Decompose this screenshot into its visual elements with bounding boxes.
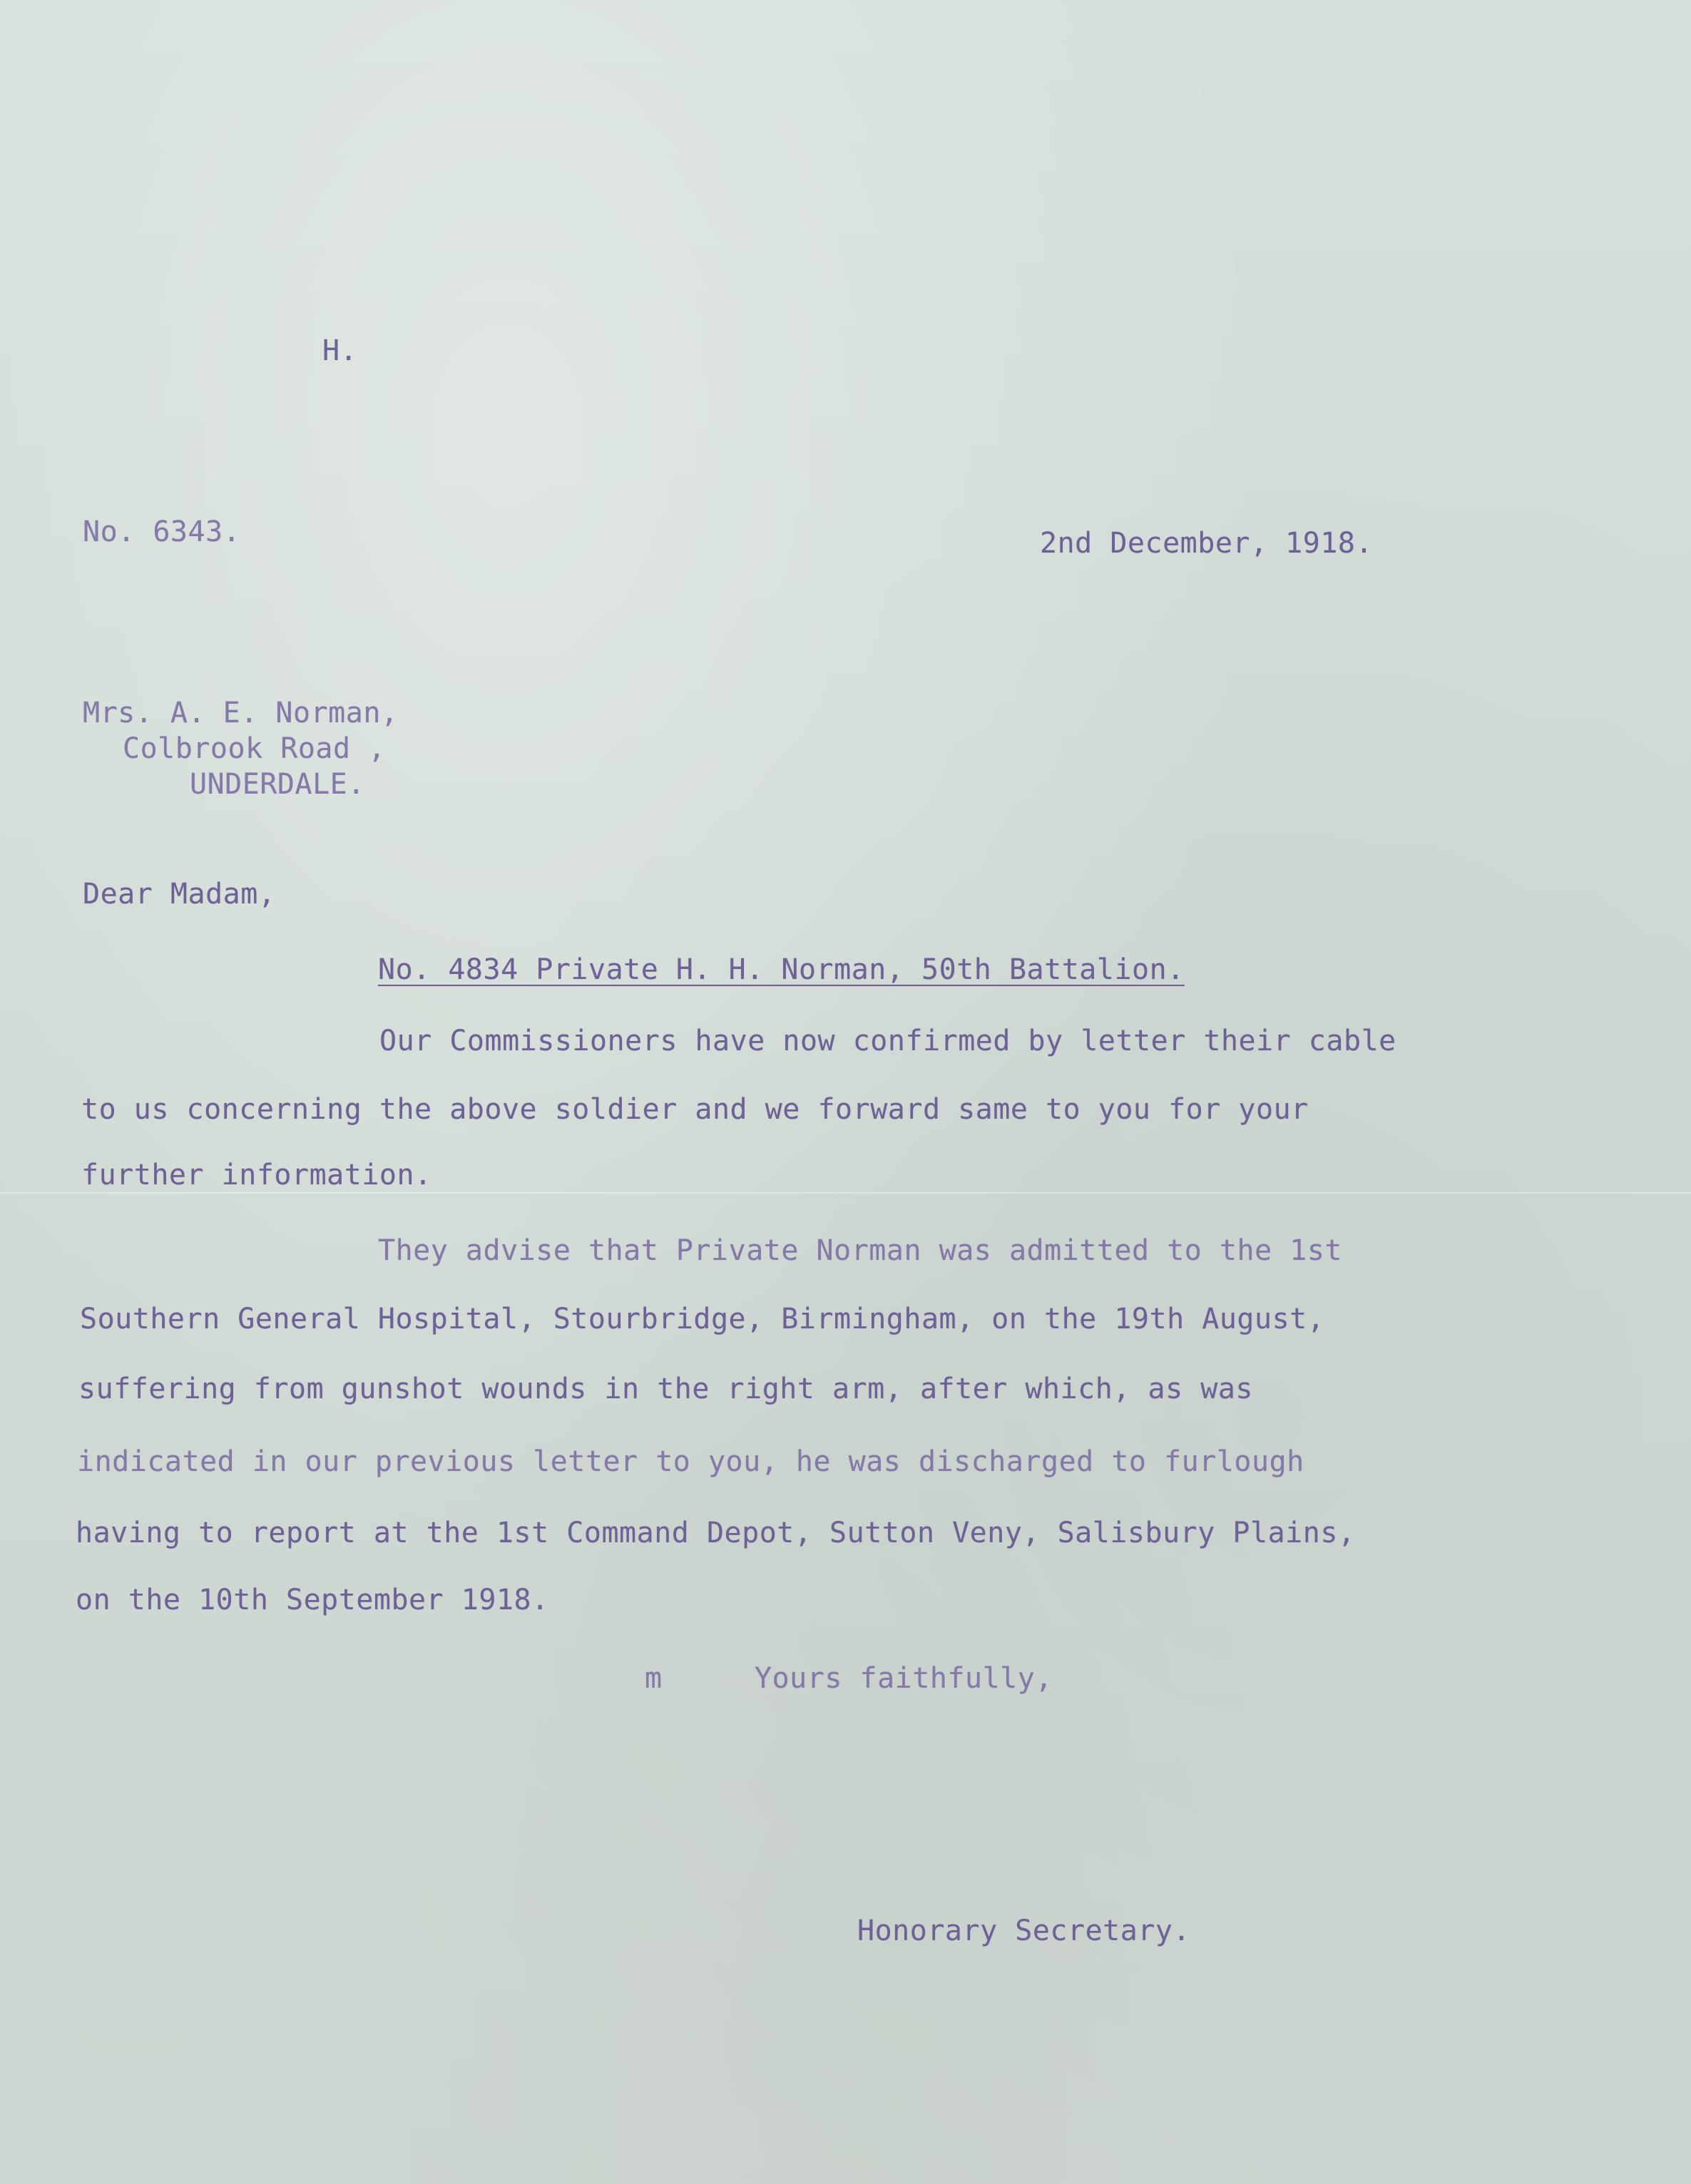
letter-date: 2nd December, 1918.	[1040, 527, 1374, 560]
paragraph-1-line-2: to us concerning the above soldier and we forward same to you for your	[81, 1093, 1309, 1126]
paragraph-1-line-3: further information.	[81, 1159, 432, 1191]
typist-initial: m	[645, 1662, 663, 1695]
paragraph-2-line-2: Southern General Hospital, Stourbridge, Birmingham, on the 19th August,	[80, 1303, 1325, 1335]
address-line-town: UNDERDALE.	[190, 768, 365, 801]
paragraph-1-line-1: Our Commissioners have now confirmed by letter their cable	[379, 1025, 1396, 1057]
paragraph-2-line-4: indicated in our previous letter to you, he was discharged to furlough	[77, 1445, 1304, 1478]
closing: Yours faithfully,	[755, 1662, 1053, 1695]
reference-number: No. 6343.	[83, 516, 241, 548]
paragraph-2-line-5: having to report at the 1st Command Depot, Sutton Veny, Salisbury Plains,	[76, 1517, 1356, 1549]
address-line-name: Mrs. A. E. Norman,	[83, 697, 399, 729]
paragraph-2-line-6: on the 10th September 1918.	[76, 1584, 549, 1616]
paragraph-2-line-3: suffering from gunshot wounds in the right arm, after which, as was	[78, 1373, 1253, 1405]
address-line-street: Colbrook Road ,	[123, 732, 386, 765]
subject-line: No. 4834 Private H. H. Norman, 50th Battalion.	[378, 953, 1185, 986]
paper-fold-line	[0, 1192, 1691, 1194]
signature-title: Honorary Secretary.	[857, 1914, 1191, 1947]
paragraph-2-line-1: They advise that Private Norman was admitted to the 1st	[378, 1234, 1343, 1267]
file-mark: H.	[322, 334, 358, 367]
salutation: Dear Madam,	[83, 878, 276, 911]
